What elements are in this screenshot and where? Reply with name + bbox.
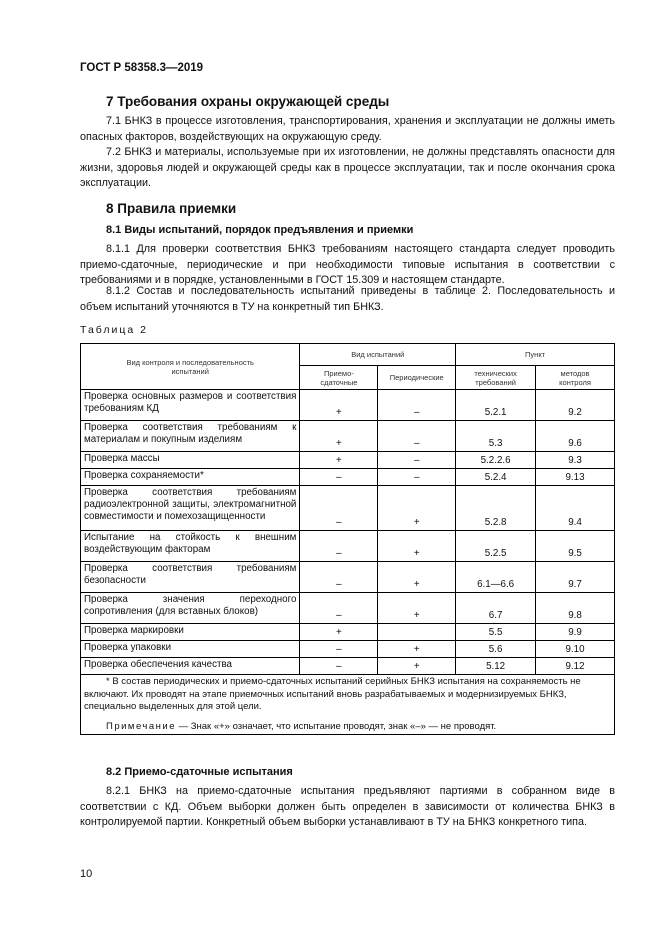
table-row xyxy=(81,452,615,469)
row-acceptance: – xyxy=(300,641,378,658)
row-requirements-clause: 6.7 xyxy=(456,593,536,624)
table-row xyxy=(81,486,615,531)
table-row xyxy=(81,469,615,486)
row-periodic xyxy=(378,624,456,641)
row-acceptance: + xyxy=(300,421,378,452)
table-row xyxy=(81,421,615,452)
paragraph-8-2-1: 8.2.1 БНКЗ на приемо-сдаточные испытания предъявляют партиями в собранном виде в соответствии с КД. Объем выборки должен быть определен в зависимости от количества БНКЗ в контролируемой партии. Конкретный объем выборки устанавливают в ТУ на БНКЗ конкретного типа. xyxy=(80,785,615,828)
row-name: Проверка упаковки xyxy=(81,641,300,658)
table-footer xyxy=(81,675,615,735)
paragraph-7-1: 7.1 БНКЗ в процессе изготовления, транспортирования, хранения и эксплуатации не должны иметь опасных факторов, воздействующих на окружающую среду. xyxy=(80,115,615,143)
row-name: Проверка обеспечения качества xyxy=(81,658,300,675)
table-footnote: * В состав периодических и приемо-сдаточных испытаний серийных БНКЗ испытания на сохраняемость не включают. Их проводят на этапе приемочных испытаний вновь разрабатываемых и модернизируемых БНКЗ, специально выделенных для этой цели. xyxy=(84,676,581,712)
row-method-clause: 9.9 xyxy=(536,624,615,641)
row-periodic: – xyxy=(378,452,456,469)
row-periodic: + xyxy=(378,641,456,658)
row-acceptance: – xyxy=(300,531,378,562)
page-number: 10 xyxy=(80,868,93,880)
row-requirements-clause: 5.2.5 xyxy=(456,531,536,562)
row-method-clause: 9.5 xyxy=(536,531,615,562)
row-name: Испытание на стойкость к внешним воздействующим факторам xyxy=(81,531,300,562)
document-header: ГОСТ Р 58358.3—2019 xyxy=(80,62,204,74)
row-requirements-clause: 6.1—6.6 xyxy=(456,562,536,593)
row-requirements-clause: 5.3 xyxy=(456,421,536,452)
header-test-type: Вид контроля и последовательность испытаний xyxy=(81,344,300,390)
subsection-8-1-title: 8.1 Виды испытаний, порядок предъявления и приемки xyxy=(106,224,414,236)
row-requirements-clause: 5.2.4 xyxy=(456,469,536,486)
row-requirements-clause: 5.6 xyxy=(456,641,536,658)
row-periodic: – xyxy=(378,390,456,421)
row-name: Проверка значения переходного сопротивления (для вставных блоков) xyxy=(81,593,300,624)
paragraph-8-1-1: 8.1.1 Для проверки соответствия БНКЗ требованиям настоящего стандарта следует проводить приемо-сдаточные, периодические и при необходимости типовые испытания в соответствии с требованиями и в порядке, установленными в ГОСТ 15.309 и настоящем стандарте. xyxy=(80,243,615,286)
row-requirements-clause: 5.2.1 xyxy=(456,390,536,421)
row-periodic: + xyxy=(378,486,456,531)
tests-table xyxy=(80,343,615,735)
table-row xyxy=(81,562,615,593)
row-method-clause: 9.10 xyxy=(536,641,615,658)
row-acceptance: + xyxy=(300,624,378,641)
row-periodic: + xyxy=(378,593,456,624)
paragraph-7-2: 7.2 БНКЗ и материалы, используемые при их изготовлении, не должны представлять опасности для жизни, здоровья людей и окружающей среды как в процессе эксплуатации, так и после окончания срока эксплуатации. xyxy=(80,146,615,189)
row-name: Проверка массы xyxy=(81,452,300,469)
row-acceptance: + xyxy=(300,452,378,469)
row-method-clause: 9.4 xyxy=(536,486,615,531)
row-method-clause: 9.3 xyxy=(536,452,615,469)
header-periodic: Периодические xyxy=(378,366,456,390)
header-acceptance: Приемо-сдаточные xyxy=(300,366,378,390)
row-name: Проверка соответствия требованиям к материалам и покупным изделиям xyxy=(81,421,300,452)
note-text: — Знак «+» означает, что испытание проводят, знак «–» — не проводят. xyxy=(176,720,497,732)
section-8-title: 8 Правила приемки xyxy=(106,201,237,216)
row-periodic: – xyxy=(378,469,456,486)
row-requirements-clause: 5.2.8 xyxy=(456,486,536,531)
table-row xyxy=(81,390,615,421)
row-name: Проверка сохраняемости* xyxy=(81,469,300,486)
row-acceptance: + xyxy=(300,390,378,421)
row-method-clause: 9.8 xyxy=(536,593,615,624)
header-clause-group: Пункт xyxy=(456,344,615,366)
row-acceptance: – xyxy=(300,486,378,531)
note-label: Примечание xyxy=(106,720,176,732)
section-7-title: 7 Требования охраны окружающей среды xyxy=(106,94,390,109)
row-requirements-clause: 5.5 xyxy=(456,624,536,641)
table-row xyxy=(81,531,615,562)
table-row xyxy=(81,624,615,641)
row-name: Проверка маркировки xyxy=(81,624,300,641)
row-acceptance: – xyxy=(300,469,378,486)
row-requirements-clause: 5.2.2.6 xyxy=(456,452,536,469)
row-periodic: + xyxy=(378,531,456,562)
row-name: Проверка соответствия требованиям радиоэлектронной защиты, электромагнитной совместимости и помехозащищенности xyxy=(81,486,300,531)
table-row xyxy=(81,593,615,624)
row-acceptance: – xyxy=(300,593,378,624)
row-periodic: + xyxy=(378,562,456,593)
header-control-methods: методов контроля xyxy=(536,366,615,390)
row-method-clause: 9.2 xyxy=(536,390,615,421)
row-acceptance: – xyxy=(300,562,378,593)
row-name: Проверка соответствия требованиям безопасности xyxy=(81,562,300,593)
row-method-clause: 9.12 xyxy=(536,658,615,675)
header-requirements: технических требований xyxy=(456,366,536,390)
table-caption: Таблица 2 xyxy=(80,324,148,336)
row-periodic: – xyxy=(378,421,456,452)
row-method-clause: 9.7 xyxy=(536,562,615,593)
row-name: Проверка основных размеров и соответствия требованиям КД xyxy=(81,390,300,421)
table-row xyxy=(81,658,615,675)
row-requirements-clause: 5.12 xyxy=(456,658,536,675)
paragraph-8-1-2: 8.1.2 Состав и последовательность испытаний приведены в таблице 2. Последовательность и объем испытаний уточняются в ТУ на конкретный тип БНКЗ. xyxy=(80,285,615,313)
row-method-clause: 9.6 xyxy=(536,421,615,452)
table-note xyxy=(84,721,611,734)
header-test-kind-group: Вид испытаний xyxy=(300,344,456,366)
subsection-8-2-title: 8.2 Приемо-сдаточные испытания xyxy=(106,766,293,778)
row-periodic: + xyxy=(378,658,456,675)
row-acceptance: – xyxy=(300,658,378,675)
row-method-clause: 9.13 xyxy=(536,469,615,486)
table-row xyxy=(81,641,615,658)
